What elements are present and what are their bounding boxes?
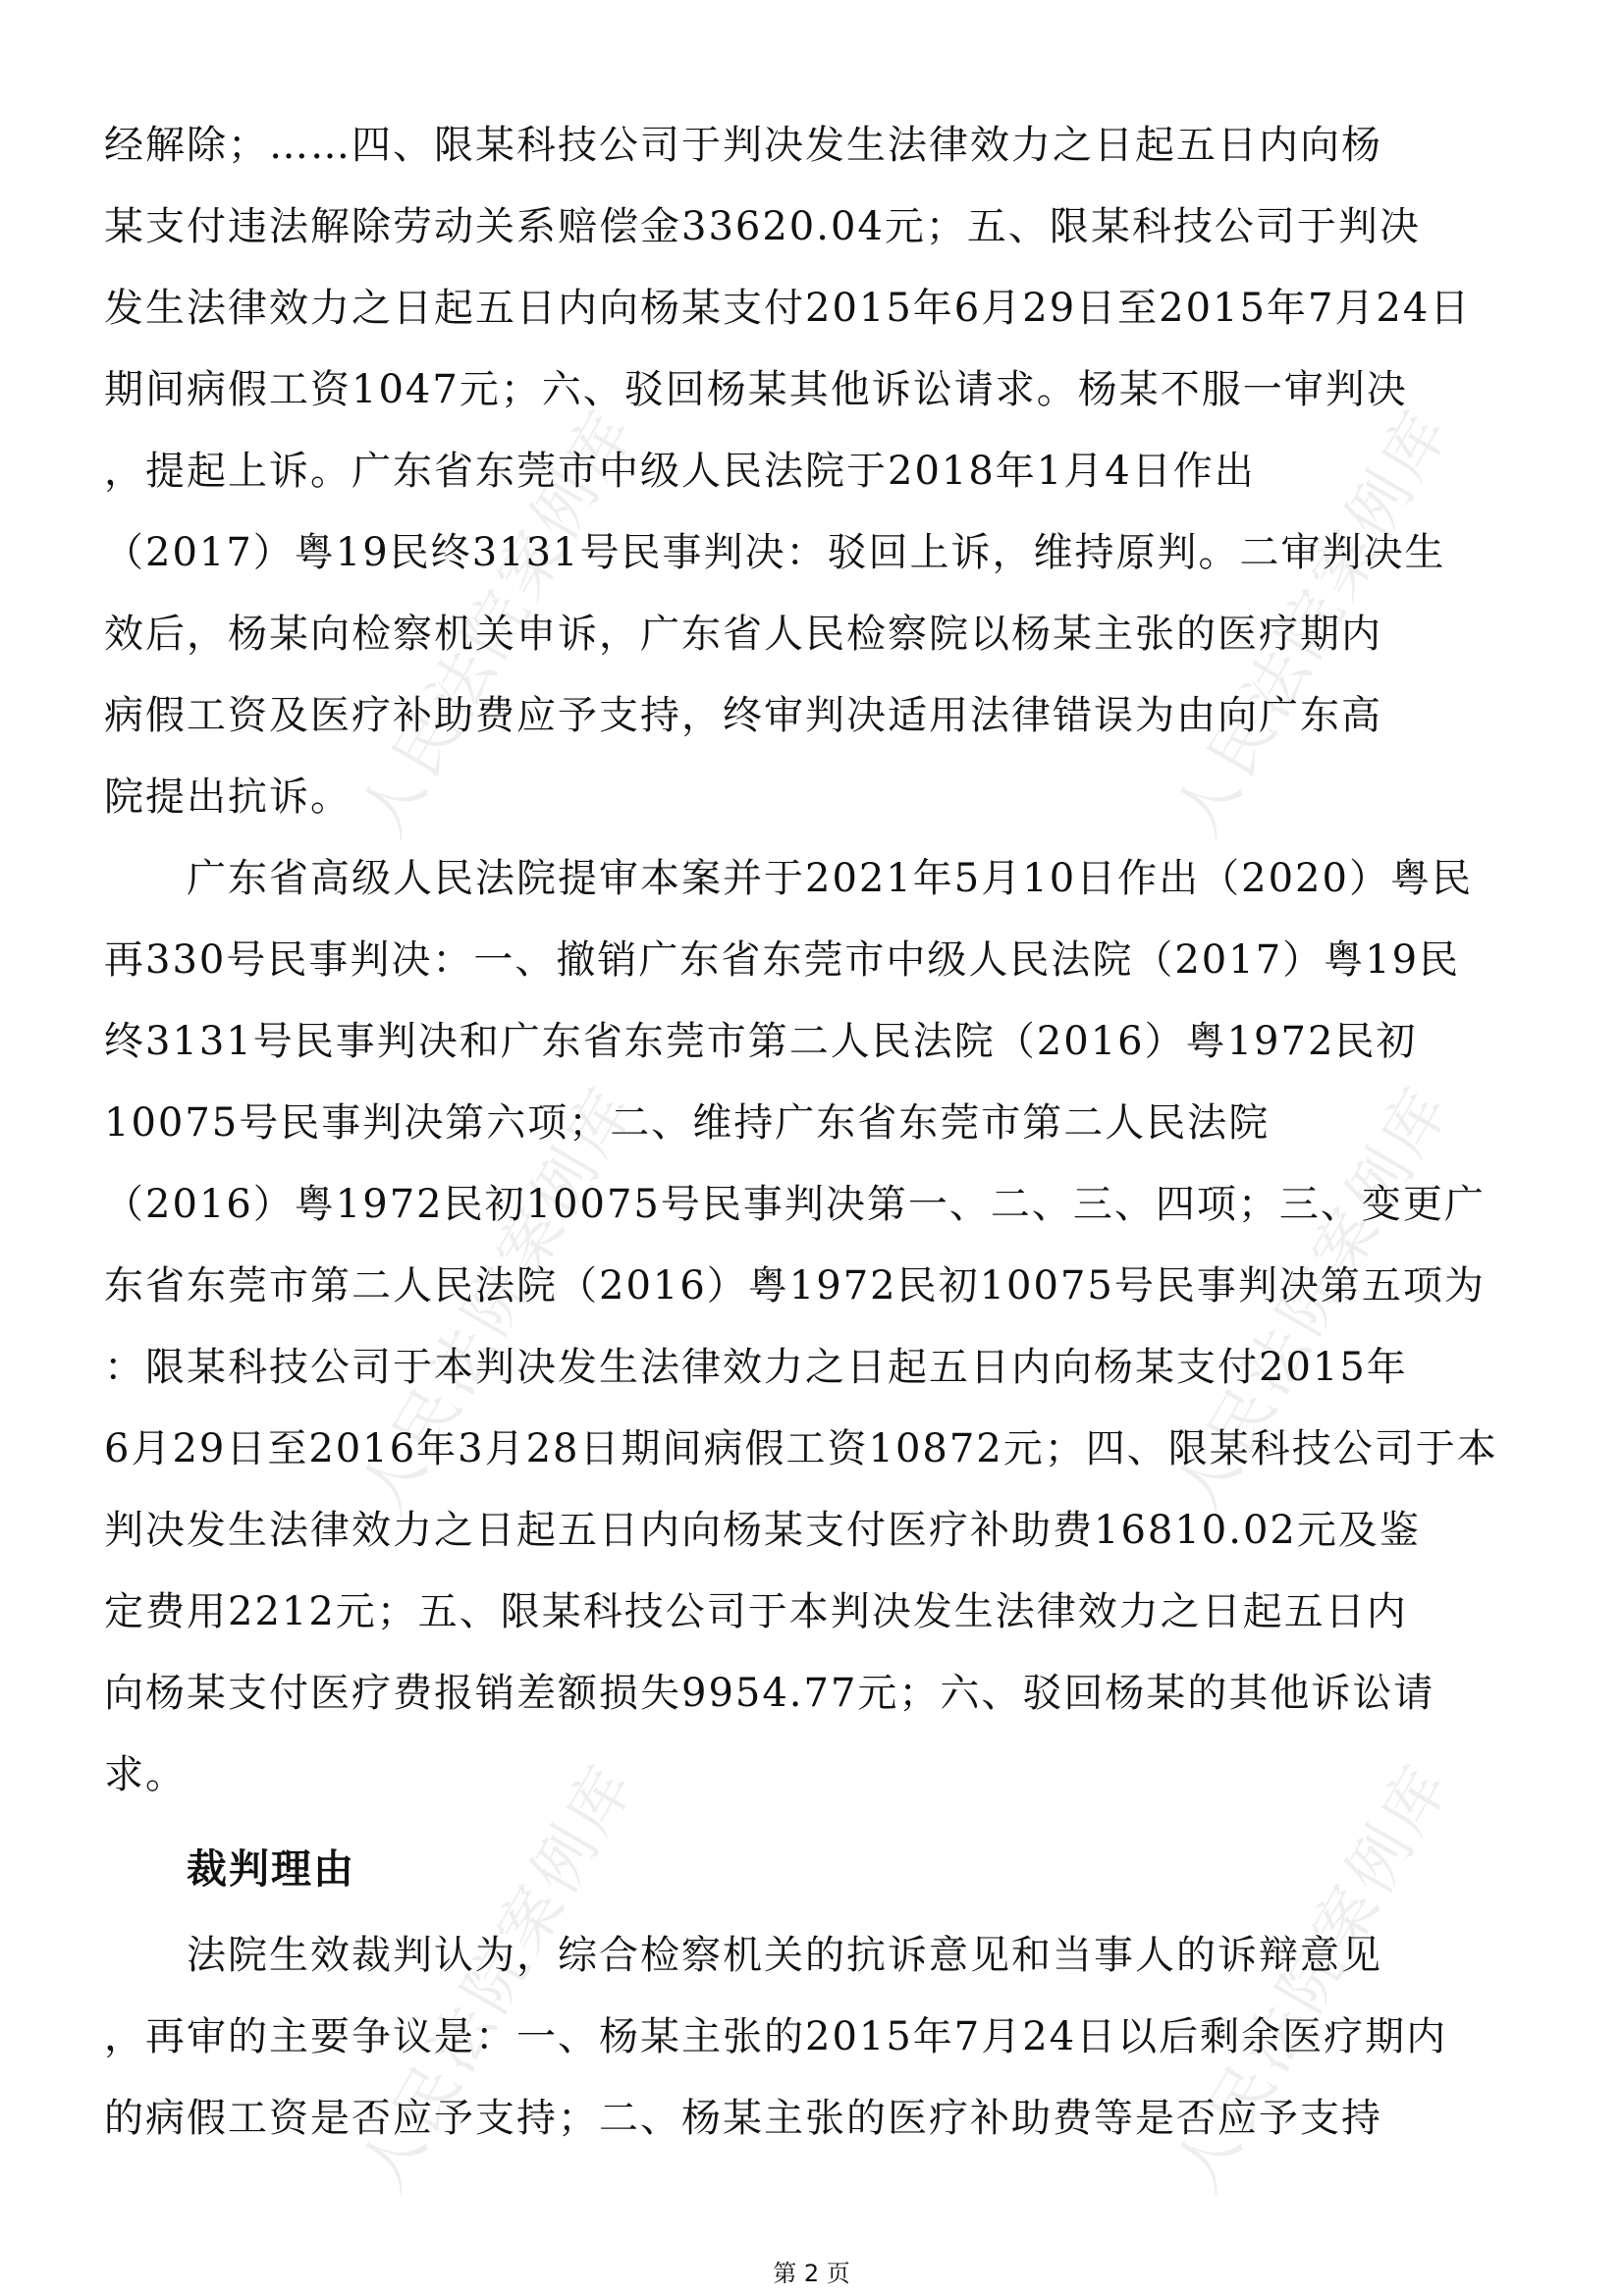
watermark-text: 人民法院案例库 [1161,1073,1466,1526]
body-line: 病假工资及医疗补助费应予支持，终审判决适用法律错误为由向广东高 [104,693,1382,738]
watermark-text: 人民法院案例库 [346,1750,651,2204]
body-line: 法院生效裁判认为，综合检察机关的抗诉意见和当事人的诉辩意见 [104,1933,1382,1978]
body-line: ：限某科技公司于本判决发生法律效力之日起五日内向杨某支付2015年 [104,1345,1408,1390]
watermark-text: 人民法院案例库 [1161,396,1466,849]
body-line: 发生法律效力之日起五日内向杨某支付2015年6月29日至2015年7月24日 [104,286,1472,331]
watermark-text: 人民法院案例库 [346,1073,651,1526]
body-line: 10075号民事判决第六项；二、维持广东省东莞市第二人民法院 [104,1100,1271,1146]
body-line: 广东省高级人民法院提审本案并于2021年5月10日作出（2020）粤民 [104,856,1473,901]
section-heading: 裁判理由 [187,1845,355,1893]
body-line: （2016）粤1972民初10075号民事判决第一、二、三、四项；三、变更广 [104,1182,1486,1227]
body-line: ，提起上诉。广东省东莞市中级人民法院于2018年1月4日作出 [104,449,1256,494]
body-line: 某支付违法解除劳动关系赔偿金33620.04元；五、限某科技公司于判决 [104,204,1421,249]
body-line: 再330号民事判决：一、撤销广东省东莞市中级人民法院（2017）粤19民 [104,937,1461,983]
watermark-text: 人民法院案例库 [346,396,651,849]
watermark-text: 人民法院案例库 [1161,1750,1466,2204]
body-line: 经解除；……四、限某科技公司于判决发生法律效力之日起五日内向杨 [104,123,1382,168]
body-line: 终3131号民事判决和广东省东莞市第二人民法院（2016）粤1972民初 [104,1019,1418,1064]
body-line: 求。 [104,1752,187,1797]
body-line: （2017）粤19民终3131号民事判决：驳回上诉，维持原判。二审判决生 [104,530,1446,575]
body-line: ，再审的主要争议是：一、杨某主张的2015年7月24日以后剩余医疗期内 [104,2014,1448,2059]
body-line: 期间病假工资1047元；六、驳回杨某其他诉讼请求。杨某不服一审判决 [104,367,1408,412]
page-number: 第 2 页 [773,2260,850,2287]
body-line: 院提出抗诉。 [104,774,352,820]
body-line: 东省东莞市第二人民法院（2016）粤1972民初10075号民事判决第五项为 [104,1263,1486,1308]
body-line: 判决发生法律效力之日起五日内向杨某支付医疗补助费16810.02元及鉴 [104,1508,1421,1553]
body-line: 向杨某支付医疗费报销差额损失9954.77元；六、驳回杨某的其他诉讼请 [104,1671,1435,1716]
body-line: 定费用2212元；五、限某科技公司于本判决发生法律效力之日起五日内 [104,1589,1408,1634]
body-line: 效后，杨某向检察机关申诉，广东省人民检察院以杨某主张的医疗期内 [104,612,1382,657]
body-line: 6月29日至2016年3月28日期间病假工资10872元；四、限某科技公司于本 [104,1426,1498,1471]
body-line: 的病假工资是否应予支持；二、杨某主张的医疗补助费等是否应予支持 [104,2096,1382,2141]
